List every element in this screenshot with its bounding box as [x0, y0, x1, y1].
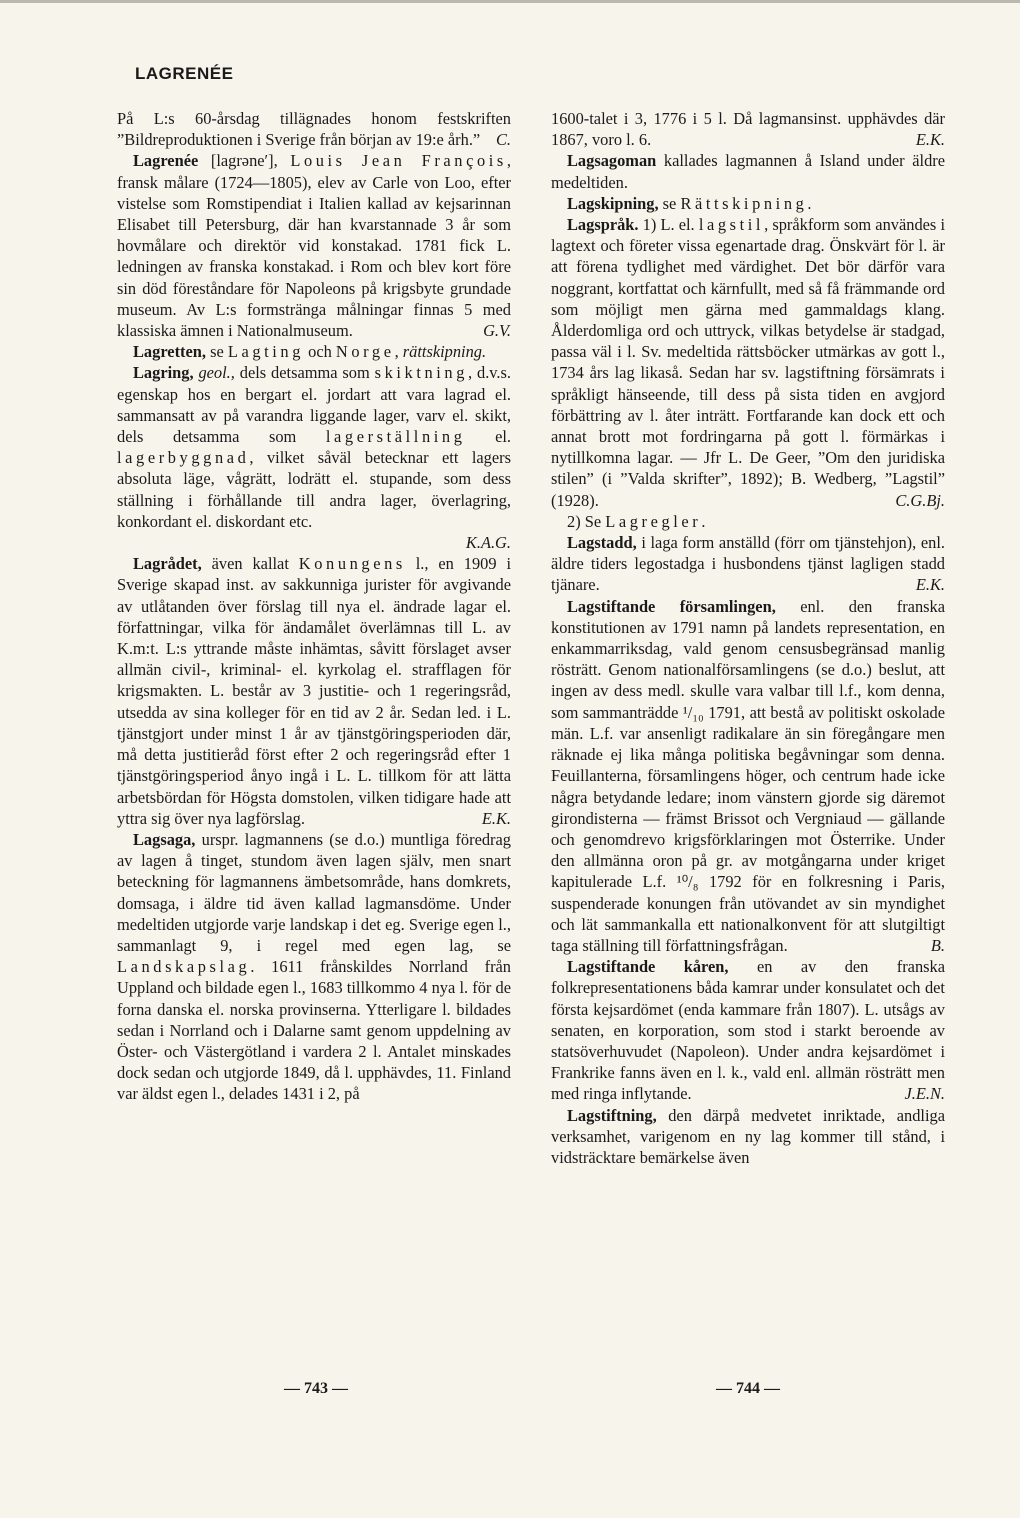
right-column — [551, 108, 945, 1168]
author-signature: E.K. — [915, 130, 945, 150]
entry-text: kallades lagmannen å Island under äldre medeltiden. — [551, 151, 945, 192]
headword: Lagstiftning, — [567, 1105, 657, 1125]
entry-continuation — [117, 108, 511, 150]
author-signature: E.K. — [481, 808, 511, 828]
author-signature: G.V. — [483, 321, 511, 341]
entry-lagsaga — [117, 829, 511, 1105]
headword: Lagsagoman — [567, 151, 657, 171]
entry-text: urspr. lagmannens (se d.o.) muntliga föredrag av lagen å tinget, stundom även lagen själv, men snart beteckning för lagmannens ämbetsområde, hans domkrets, domsaga, i äldre tid även kallad lagmansdöme. Under medeltiden utgjorde varje landskap i det eg. Sverige egen l., sammanlagt 9, i regel med egen lag, se — [117, 829, 511, 955]
entry-continuation — [551, 108, 945, 150]
entry-lagsagoman — [551, 150, 945, 192]
headword: Lagsaga, — [133, 829, 196, 849]
page-number-right: — 744 — — [716, 1380, 780, 1397]
entry-lagstiftande-karen — [551, 956, 945, 1104]
entry-italic: geol., — [193, 363, 235, 383]
entry-text: [lagrəne′], — [198, 151, 291, 171]
entry-text: . — [701, 511, 706, 531]
entry-text: , fransk målare (1724—1805), elev av Carle von Loo, efter vistelse som Romstipendiat i Italien kallad av kejsarinnan Elisabet till Petersburg, där han kvarstannade 3 år som hovmålare och direktör vid konstakad. 1781 fick L. ledningen av franska konstakad. i Rom och blev kort före sin död föreståndare för Napoleons på krigsbyte grundade museum. Av L:s formstränga målningar finnas 5 med klassiska ämnen i Nationalmuseum. — [117, 151, 511, 341]
entry-italic: rättskipning. — [402, 342, 487, 362]
entry-text: , vilket såväl betecknar ett lagers absoluta läge, vågrätt, lodrätt el. stupande, som dess ställning i förhållande till andra lager, överlagring, konkordant el. diskordant etc. — [117, 448, 511, 531]
entry-text: den därpå medvetet inriktade, andliga verksamhet, varigenom en ny lag kommer till stånd, i vidsträcktare bemärkelse även — [551, 1105, 945, 1167]
entry-lagstadd — [551, 532, 945, 596]
entry-lagsprak — [551, 214, 945, 511]
entry-text: På L:s 60-årsdag tillägnades honom festskriften ”Bildreproduktionen i Sverige från början av 19:e årh.” — [117, 109, 511, 150]
entry-text: en av den franska folkrepresentationens båda kamrar under konsulatet och det första kejsardömet (enda kammare från 1807). L. utsågs av senaten, en korporation, som stod i starkt beroende av statsöverhuvudet (Napoleon). Under andra kejsardömet i Frankrike fanns även en l. k., vald enl. allmän rösträtt men med ringa inflytande. — [551, 957, 946, 1104]
entry-text: . — [807, 193, 812, 213]
entry-text: , d.v.s. egenskap hos en bergart el. jordart att vara lagrad el. sammansatt av på varandra liggande lager, varv el. skikt, dels detsamma som — [117, 363, 511, 447]
cross-reference: Norge — [335, 342, 395, 362]
entry-lagretten — [117, 341, 511, 362]
headword: Lagskipning, — [567, 193, 659, 213]
cross-reference: skiktning — [374, 363, 469, 383]
entry-text: dels detsamma som — [234, 363, 375, 383]
author-signature: E.K. — [915, 575, 945, 595]
entry-text: , språkform som användes i lagtext och företer vissa egenartade drag. Önskvärt för l. är att förena tydlighet med värdighet. Det bör därför vara noggrant, kortfattat och kärnfullt, med så få främmande ord som möjligt men gärna med gammaldags klang. Ålderdomliga ord och uttryck, vilkas betydelse är stadgad, passa väl i l. Sv. medeltida rättsböcker utmärkas av gott l., 1734 års lag likaså. Sedan har sv. lagstiftning försämrats i språkligt hänseende, till dess på sista tiden en avgjord förbättring av l. åter inträtt. Fortfarande kan dock ett och annat brott mot fordringarna på gott l. förmärkas i nytillkomna lagar. — Jfr L. De Geer, ”Om den juridiska stilen” (i ”Valda skrifter”, 1892); B. Wedberg, ”Lagstil” (1928). — [551, 215, 945, 510]
cross-reference: Landskapslag — [117, 957, 251, 977]
entry-lagstiftande-forsamlingen — [551, 596, 945, 956]
entry-lagrenee — [117, 150, 511, 341]
entry-text: . 1611 frånskildes Norrland från Uppland och bildade egen l., 1683 tillkommo 4 nya l. för de forna danska el. norska provinserna. Ytterligare l. bildades sedan i Norrland och i Dalarne samt genom uppdelning av Öster- och Västergötland i vardera 2 l. Antalet minskades dock sedan och utgjorde 1849, då l. upphävdes, 11. Finland var äldst egen l., delades 1431 i 2, på — [117, 957, 511, 1104]
author-signature: K.A.G. — [465, 533, 511, 553]
headword: Lagstadd, — [567, 533, 637, 553]
running-header: LAGRENÉE — [135, 64, 234, 83]
headword: Lagrenée — [133, 151, 199, 171]
spaced-name: Louis Jean François — [290, 151, 507, 171]
author-signature: C. — [495, 130, 511, 150]
entry-text: , — [394, 342, 403, 362]
top-edge — [0, 0, 1020, 3]
entry-text: se — [205, 342, 228, 362]
headword: Lagring, — [133, 363, 194, 383]
cross-reference: lagerbyggnad — [117, 448, 250, 468]
entry-text: i laga form anställd (förr om tjänstehjon), enl. äldre tiders legostadga i husbondens tjänst lagligen stadd tjänare. — [551, 533, 945, 595]
entry-text: 1) L. el. — [638, 215, 699, 235]
entry-text: 2) Se — [567, 511, 606, 531]
entry-text: l., en 1909 i Sverige skapad inst. av sakkunniga jurister för avgivande av utlåtanden över förslag till nya el. ändrade lagar el. författningar, vilka för ändamålet överlämnas till L. av K.m:t. L:s yttrande måste inhämtas, såvitt förslaget avser allmän civil-, kriminal- el. kyrkolag el. strafflagen för krigsmakten. L. består av 3 justitie- och 1 regeringsråd, utsedda av sina kolleger för en tid av 2 år. Sedan led. i L. tjänstgjort under minst 1 år av tjänstgöringsperioden där, må detta justitieråd först efter 2 och regeringsråd efter 1 tjänstgöringsperiod ånyo ingå i L. L. tillkom för att lätta arbetsbördan för Högsta domstolen, vilken tidigare hade att yttra sig över nya lagförslag. — [117, 554, 512, 828]
left-column — [117, 108, 511, 1105]
entry-text: el. — [465, 427, 511, 447]
page-number-left: — 743 — — [284, 1380, 348, 1397]
author-signature: J.E.N. — [904, 1084, 945, 1104]
headword: Lagstiftande församlingen, — [567, 596, 776, 616]
spaced-term: lagstil — [698, 215, 765, 235]
entry-text: 1600-talet i 3, 1776 i 5 l. Då lagmansinst. upphävdes där 1867, voro l. 6. — [551, 109, 945, 150]
spaced-term: Konungens — [298, 554, 406, 574]
entry-lagradet — [117, 553, 511, 829]
cross-reference: Rättskipning — [680, 193, 808, 213]
entry-text: se — [658, 193, 681, 213]
cross-reference: Lagting — [227, 342, 305, 362]
headword: Lagretten, — [133, 342, 206, 362]
entry-text: även kallat — [201, 554, 299, 574]
entry-lagskipning — [551, 193, 945, 214]
headword: Lagspråk. — [567, 215, 639, 235]
cross-reference: lagerställning — [325, 427, 466, 447]
entry-lagsprak-2 — [551, 511, 945, 532]
entry-text: enl. den franska konstitutionen av 1791 namn på landets representation, en enkammarriksdag, vald genom censusbegränsad manlig rösträtt. Genom nationalförsamlingens (se d.o.) beslut, att ingen av dess medl. skulle vara valbar till l.f., kom denna, som sammanträdde ¹/₁₀ 1791, att bestå av politiskt oskolade män. L.f. var ansenligt radikalare än sin föregångare men räknade ej lika många politiska begåvningar som denna. Feuillanterna, församlingens höger, och centrum hade icke några betydande ledare; inom vänstern gjorde sig däremot girondisterna — främst Brissot och Vergniaud — gällande och genomdrevo krigsförklaringen mot Österrike. Under den allmänna oron på gr. av motgångarna under kriget kapitulerade L.f. ¹⁰/₈ 1792 för en folkresning i Paris, suspenderade konungen från utövandet av sin myndighet och lät sammankalla ett nationalkonvent för att slutgiltigt taga ställning till författningsfrågan. — [551, 596, 945, 955]
author-signature: B. — [930, 935, 945, 955]
entry-lagstiftning — [551, 1105, 945, 1169]
headword: Lagrådet, — [133, 554, 202, 574]
cross-reference: Lagregler — [605, 511, 702, 531]
entry-lagring — [117, 362, 511, 532]
entry-text: och — [304, 342, 336, 362]
headword: Lagstiftande kåren, — [567, 957, 729, 977]
author-signature: C.G.Bj. — [895, 490, 945, 510]
